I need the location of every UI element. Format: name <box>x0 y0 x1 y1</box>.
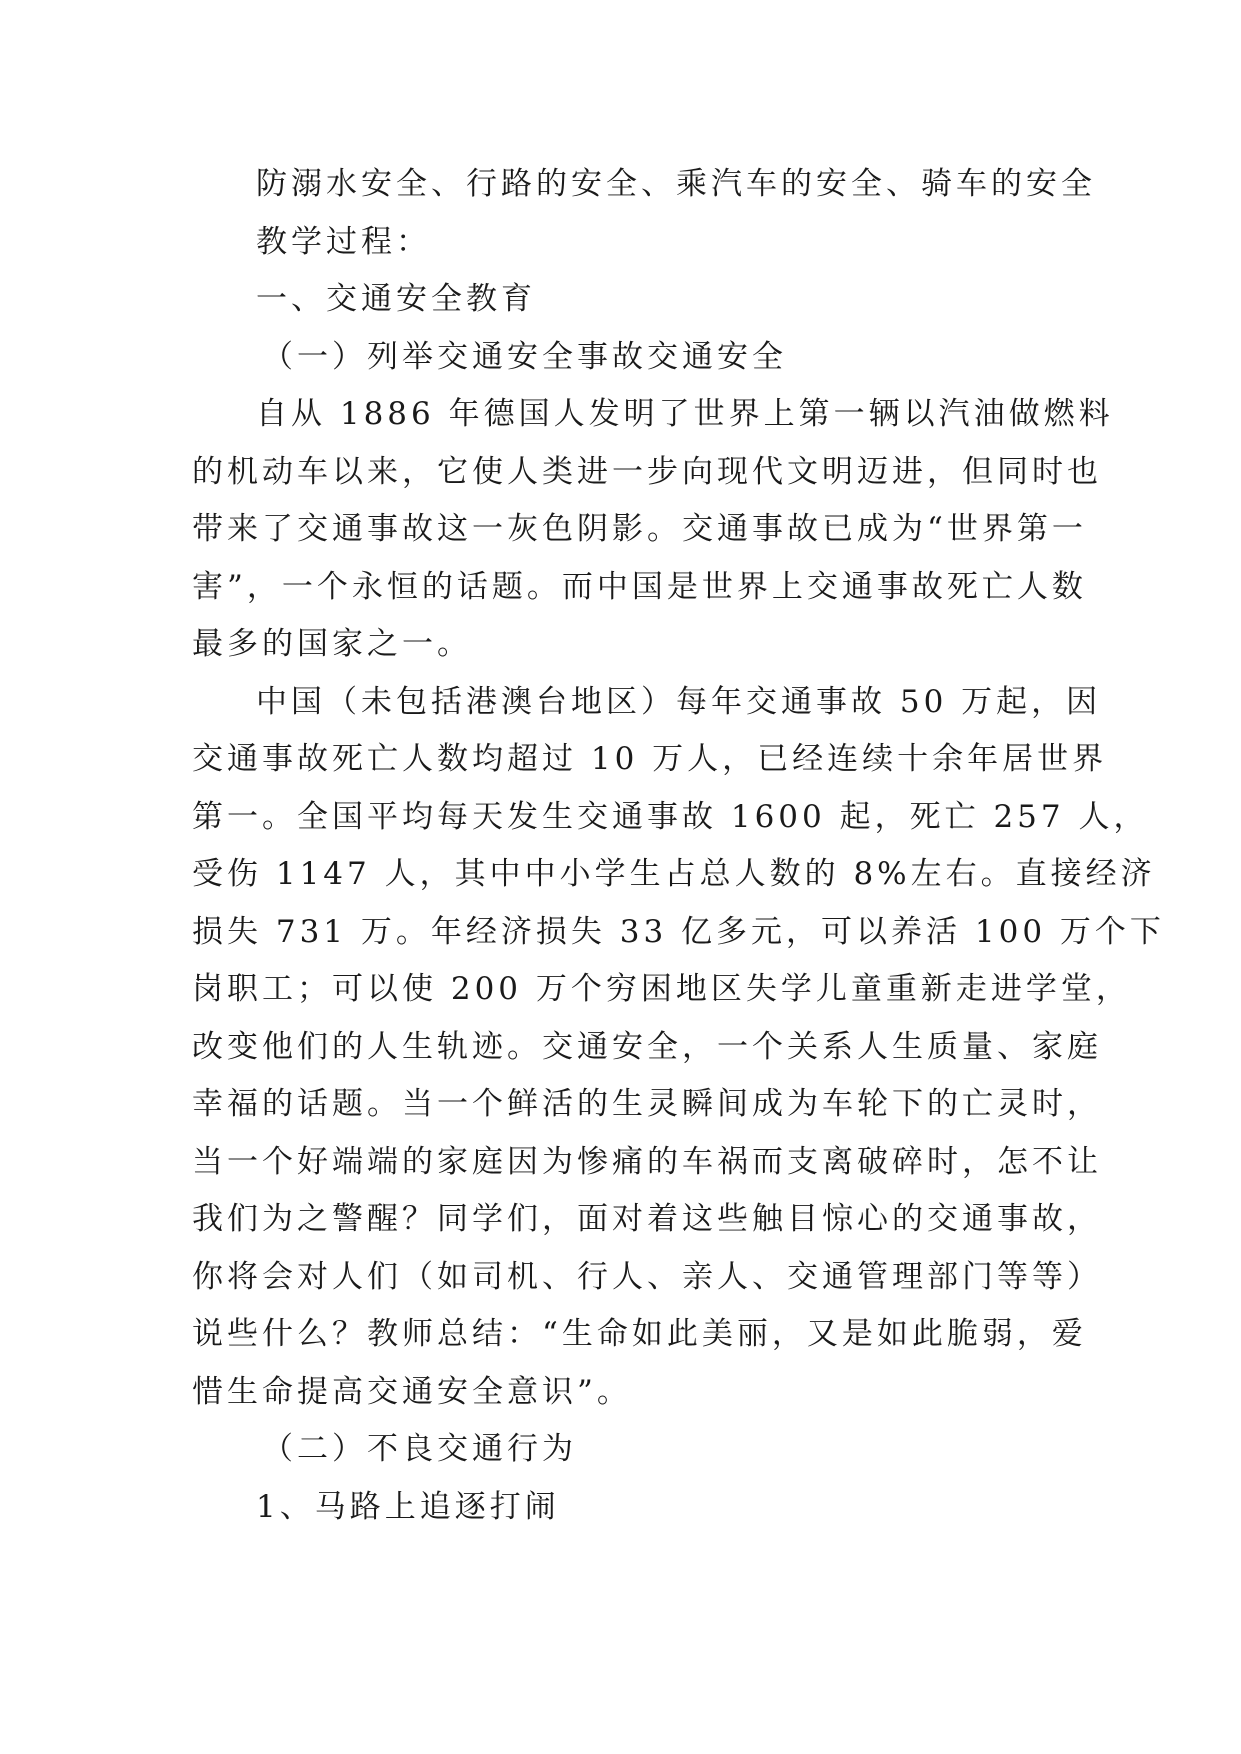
text-line: 最多的国家之一。 <box>192 626 472 662</box>
text-line: 惜生命提高交通安全意识”。 <box>192 1373 632 1410</box>
text-line: 改变他们的人生轨迹。交通安全，一个关系人生质量、家庭 <box>192 1028 1102 1065</box>
text-line: 带来了交通事故这一灰色阴影。交通事故已成为“世界第一 <box>192 511 1087 547</box>
text-line: 交通事故死亡人数均超过 10 万人，已经连续十余年居世界 <box>192 741 1108 777</box>
section-heading: 一、交通安全教育 <box>256 281 536 317</box>
text-line: 我们为之警醒？同学们，面对着这些触目惊心的交通事故， <box>192 1201 1102 1237</box>
text-line: 幸福的话题。当一个鲜活的生灵瞬间成为车轮下的亡灵时， <box>192 1086 1102 1122</box>
subsection-heading: （一）列举交通安全事故交通安全 <box>262 338 787 375</box>
subsection-heading: （二）不良交通行为 <box>262 1431 577 1467</box>
text-line: 损失 731 万。年经济损失 33 亿多元，可以养活 100 万个下 <box>192 913 1165 950</box>
text-line: 你将会对人们（如司机、行人、亲人、交通管理部门等等） <box>192 1258 1102 1295</box>
text-line: 自从 1886 年德国人发明了世界上第一辆以汽油做燃料 <box>256 396 1114 432</box>
list-item: 1、马路上追逐打闹 <box>256 1488 560 1525</box>
text-line: 防溺水安全、行路的安全、乘汽车的安全、骑车的安全 <box>256 166 1096 202</box>
text-line: 教学过程： <box>256 223 431 260</box>
text-line: 当一个好端端的家庭因为惨痛的车祸而支离破碎时，怎不让 <box>192 1143 1102 1180</box>
text-line: 害”，一个永恒的话题。而中国是世界上交通事故死亡人数 <box>192 568 1087 605</box>
text-line: 岗职工；可以使 200 万个穷困地区失学儿童重新走进学堂， <box>192 971 1131 1007</box>
text-line: 的机动车以来，它使人类进一步向现代文明迈进，但同时也 <box>192 453 1102 490</box>
text-line: 受伤 1147 人，其中中小学生占总人数的 8%左右。直接经济 <box>192 856 1156 892</box>
document-body <box>192 156 1165 1536</box>
text-line: 说些什么？教师总结：“生命如此美丽，又是如此脆弱，爱 <box>192 1316 1087 1352</box>
text-line: 第一。全国平均每天发生交通事故 1600 起，死亡 257 人， <box>192 798 1149 835</box>
text-line: 中国（未包括港澳台地区）每年交通事故 50 万起，因 <box>256 683 1102 720</box>
